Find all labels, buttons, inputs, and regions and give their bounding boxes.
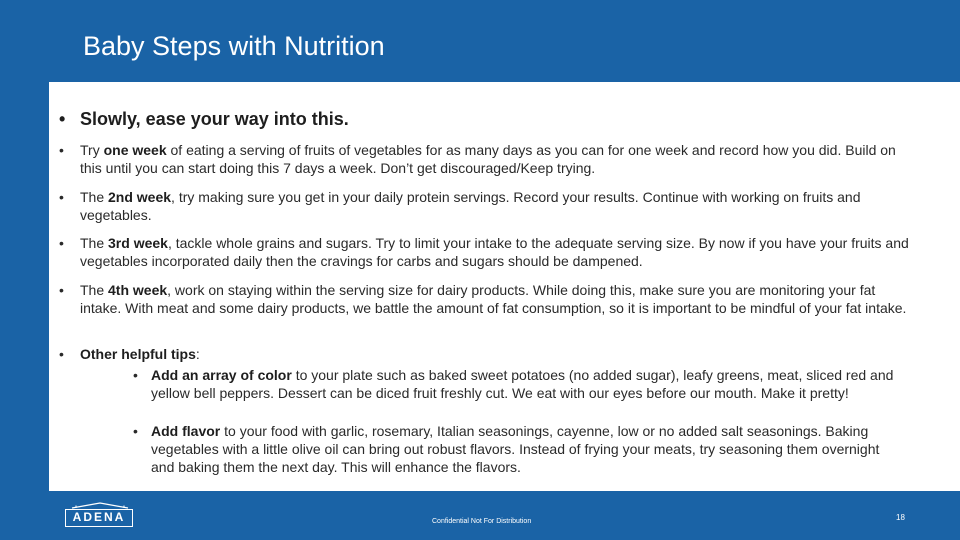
bullet-emphasis: 4th week <box>108 282 168 298</box>
bullet-post: , work on staying within the serving size for dairy products. While doing this, make sure you are monitoring your fat intake. With meat and some dairy products, we battle the amount of fat consumption, so it is important to be mindful of your fat intake. <box>80 282 907 316</box>
confidential-notice: Confidential Not For Distribution <box>432 518 532 525</box>
slide-title: Baby Steps with Nutrition <box>83 31 385 61</box>
bullet-post: , tackle whole grains and sugars. Try to limit your intake to the adequate serving size. By now if you have your fruits and vegetables incorporated daily then the cravings for carbs and sugars should be dampened. <box>80 235 909 269</box>
footer <box>0 491 960 540</box>
sub-bullet-post: to your food with garlic, rosemary, Italian seasonings, cayenne, low or no added salt seasonings. Baking vegetables with a little olive oil can bring out robust flavors. Instead of frying your meats, try seasoning them overnight and baking them the next day. This will enhance the flavors. <box>151 423 880 475</box>
sub-bullet-post: to your plate such as baked sweet potatoes (no added sugar), leafy greens, meat, sliced red and yellow bell peppers. Dessert can be diced fruit freshly cut. We eat with our eyes before our mouth. Make it pretty! <box>151 367 894 401</box>
sub-bullet-flavor <box>130 422 900 476</box>
page-number: 18 <box>896 513 905 522</box>
bullet-week-1 <box>57 141 917 177</box>
sub-bullet-emphasis: Add flavor <box>151 423 221 439</box>
sub-bullet-color <box>130 366 900 402</box>
bullet-post: : <box>195 346 200 362</box>
bullet-pre: The <box>80 235 109 251</box>
bullet-post: , try making sure you get in your daily protein servings. Record your results. Continue with working on fruits and vegetables. <box>80 189 861 223</box>
bullet-emphasis: Other helpful tips <box>80 346 196 362</box>
bullet-emphasis: one week <box>103 142 167 158</box>
bullet-emphasis: 2nd week <box>108 189 172 205</box>
bullet-pre: Try <box>80 142 104 158</box>
bullet-emphasis: 3rd week <box>108 235 168 251</box>
bullet-week-3 <box>57 234 917 270</box>
logo-text: ADENA <box>65 509 133 527</box>
bullet-pre: The <box>80 189 109 205</box>
bullet-week-2 <box>57 188 917 224</box>
bullet-week-4 <box>57 281 917 317</box>
bullet-helpful-tips <box>57 345 917 363</box>
lead-bullet: • Slowly, ease your way into this. <box>57 108 349 130</box>
bullet-post: of eating a serving of fruits of vegetables for as many days as you can for one week and record how you did. Build on this until you can start doing this 7 days a week. Don’t get discouraged/Keep trying. <box>80 142 896 176</box>
sub-bullet-emphasis: Add an array of color <box>151 367 292 383</box>
bullet-pre: The <box>80 282 109 298</box>
